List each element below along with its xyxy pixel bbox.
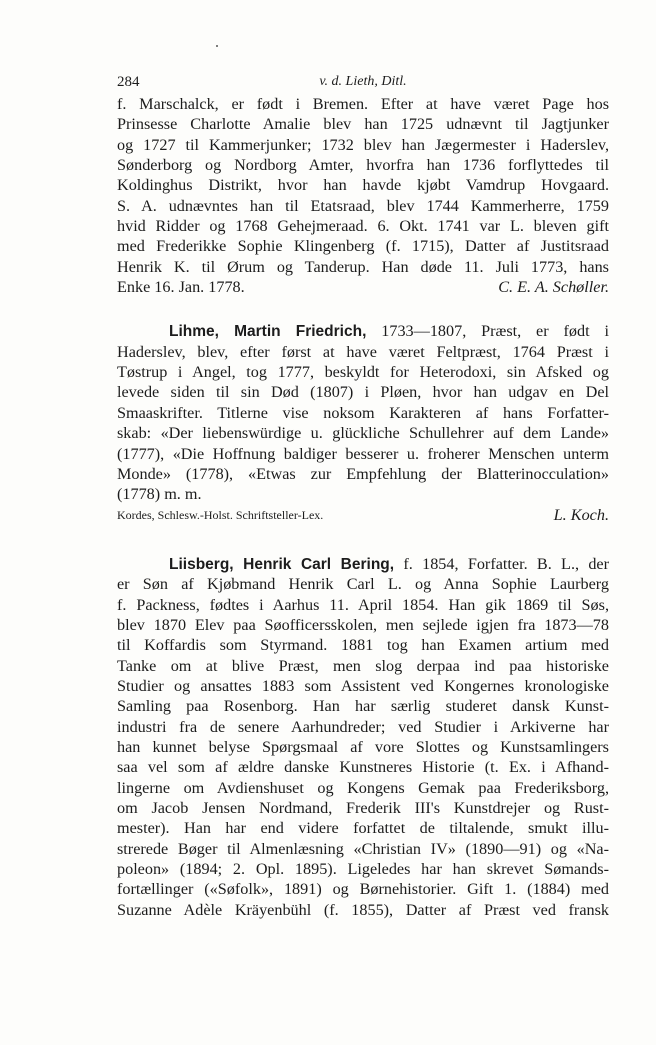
text-line: Studier og ansattes 1883 som Assistent ved Kongernes kronologiske	[117, 676, 609, 695]
text-line: Tøstrup i Angel, tog 1777, beskyldt for Heterodoxi, sin Afsked og	[117, 363, 609, 382]
text-line: Monde» (1778), «Etwas zur Empfehlung der Blatterinocculation»	[117, 464, 609, 483]
entry-headword: Liisberg, Henrik Carl Bering,	[169, 555, 395, 573]
text-line: og 1727 til Kammerjunker; 1732 blev han Jægermester i Haderslev,	[117, 135, 609, 154]
entry-lihme	[117, 321, 609, 524]
text-line: Koldinghus Distrikt, hvor han havde kjøbt Vamdrup Hovgaard.	[117, 176, 609, 195]
text-line: hvid Ridder og 1768 Gehejmeraad. 6. Okt. 1741 var L. bleven gift	[117, 217, 609, 236]
text-line: Tanke om at blive Præst, men slog derpaa ind paa historiske	[117, 656, 609, 675]
author-signature: L. Koch.	[553, 505, 609, 524]
text-line: blev 1870 Elev paa Søofficersskolen, men sejlede igjen fra 1873—78	[117, 615, 609, 634]
text-line: om Jacob Jensen Nordmand, Frederik III's Kunstdrejer og Rust-	[117, 799, 609, 817]
entry-marschalck-continued	[117, 94, 609, 297]
entry-headword: Lihme, Martin Friedrich,	[169, 323, 367, 341]
page-number: 284	[117, 74, 140, 90]
text-line: lingerne om Avdienshuset og Kongens Gemak paa Frederiksborg,	[117, 778, 609, 797]
entry-heading-line	[117, 554, 609, 574]
running-title: v. d. Lieth, Ditl.	[319, 74, 407, 89]
text-line: til Koffardis som Styrmand. 1881 tog han Examen artium med	[117, 636, 609, 655]
entry-liisberg	[117, 554, 609, 920]
source-reference: Kordes, Schlesw.-Holst. Schriftsteller-Lex.	[117, 507, 324, 522]
text-line: poleon» (1894; 2. Opl. 1895). Ligeledes har han skrevet Sømands-	[117, 860, 609, 879]
text-line: er Søn af Kjøbmand Henrik Carl L. og Anna Sophie Laurberg	[117, 575, 609, 594]
text-line: levede siden til sin Død (1807) i Pløen, hvor han udgav en Del	[117, 383, 609, 402]
text-line: med Frederikke Sophie Klingenberg (f. 1715), Datter af Justitsraad	[117, 237, 609, 256]
text-line: Prinsesse Charlotte Amalie blev han 1725 udnævnt til Jagtjunker	[117, 115, 609, 134]
text-line: han kunnet belyse Spørgsmaal af vore Slottes og Kunstsamlingers	[117, 737, 609, 756]
text-line: strerede Bøger til Almenlæsning «Christian IV» (1890—91) og «Na-	[117, 839, 609, 858]
text-line: skab: «Der liebenswürdige u. glückliche Schullehrer auf dem Lande»	[117, 424, 609, 443]
page-header	[117, 68, 609, 94]
text-line: S. A. udnævntes han til Etatsraad, blev 1744 Kammerherre, 1759	[117, 196, 609, 215]
text-fragment: f. 1854, Forfatter. B. L., der	[403, 554, 609, 573]
text-line: (1778) m. m.	[117, 485, 202, 504]
text-line: f. Packness, fødtes i Aarhus 11. April 1854. Han gik 1869 til Søs,	[117, 595, 609, 614]
text-line: f. Marschalck, er født i Bremen. Efter at have været Page hos	[117, 95, 609, 113]
text-line: mester). Han har end videre forfattet de tiltalende, smukt illu-	[117, 819, 609, 838]
text-line-with-signature	[117, 277, 609, 297]
text-line: (1777), «Die Hoffnung baldiger besserer u. froherer Menschen unterm	[117, 444, 609, 463]
text-line: fortællinger («Søfolk», 1891) og Børnehistorier. Gift 1. (1884) med	[117, 880, 609, 899]
book-page	[117, 68, 609, 920]
author-signature: C. E. A. Schøller.	[498, 278, 609, 297]
text-line: Sønderborg og Nordborg Amter, hvorfra han 1736 forflyttedes til	[117, 156, 609, 175]
text-line: Henrik K. til Ørum og Tanderup. Han døde 11. Juli 1773, hans	[117, 257, 609, 276]
entry-heading-line	[117, 321, 609, 341]
printing-speck	[216, 45, 218, 47]
text-line: Haderslev, blev, efter først at have været Feltpræst, 1764 Præst i	[117, 342, 609, 361]
text-fragment: Enke 16. Jan. 1778.	[117, 278, 245, 297]
text-line: Smaaskrifter. Titlerne vise noksom Karakteren af hans Forfatter-	[117, 403, 609, 422]
text-fragment: 1733—1807, Præst, er født i	[381, 322, 609, 341]
text-line: Samling paa Rosenborg. Han har særlig studeret dansk Kunst-	[117, 697, 609, 716]
text-line: saa vel som af ældre danske Kunstneres Historie (t. Ex. i Afhand-	[117, 758, 609, 777]
text-line: industri fra de senere Aarhundreder; ved Studier i Arkiverne har	[117, 717, 609, 736]
text-line: Suzanne Adèle Kräyenbühl (f. 1855), Datter af Præst ved fransk	[117, 900, 609, 919]
source-line-with-signature	[117, 505, 609, 525]
